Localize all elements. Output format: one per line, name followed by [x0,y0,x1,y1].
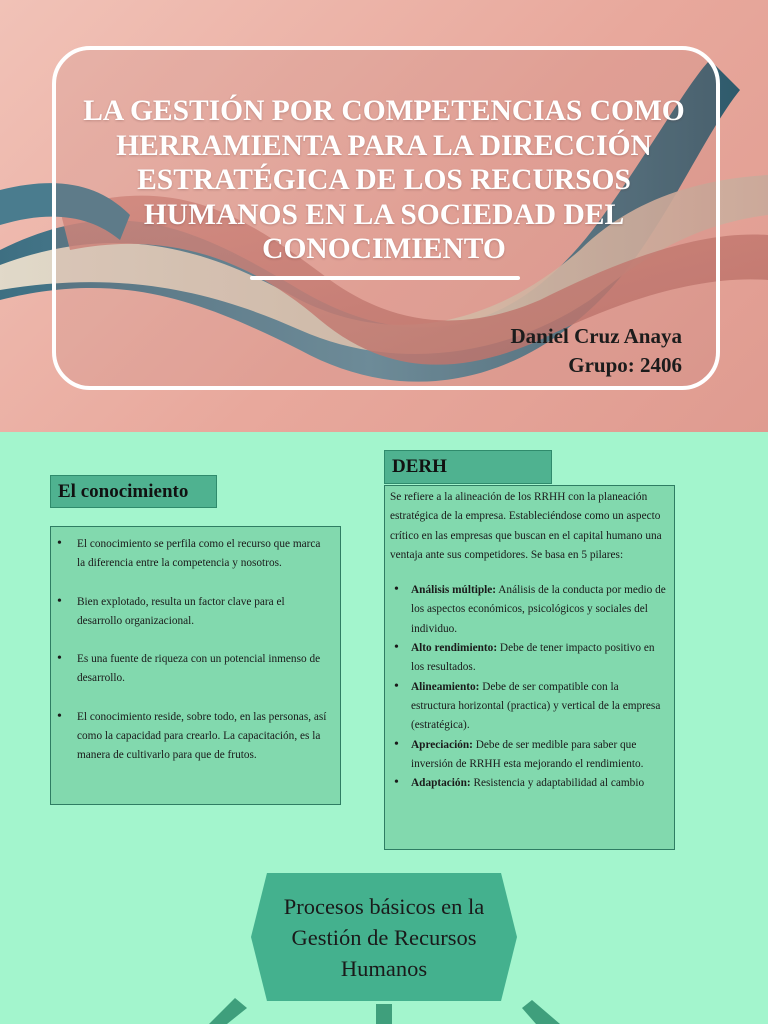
pillars-list [390,581,666,793]
pillar-text: Análisis de la conducta por medio de los aspectos económicos, psicológicos y sociales del individuo. [411,584,666,635]
page-title: LA GESTIÓN POR COMPETENCIAS COMO HERRAMIENTA PARA LA DIRECCIÓN ESTRATÉGICA DE LOS RECURSOS HUMANOS EN LA SOCIEDAD DEL CONOCIMIENTO [83,95,685,265]
pillar-term: Alineamiento: [411,680,480,693]
pillar-term: Adaptación: [411,777,471,790]
pillar-text: Debe de tener impacto positivo en los resultados. [411,642,655,674]
conocimiento-heading: El conocimiento [50,475,217,508]
pillar-term: Apreciación: [411,738,473,751]
pillar-item [390,581,666,639]
list-item: • Es una fuente de riqueza con un potencial inmenso de desarrollo. [51,650,330,689]
pillar-term: Alto rendimiento: [411,642,498,655]
hero-banner [0,0,768,432]
derh-intro: Se refiere a la alineación de los RRHH con la planeación estratégica de la empresa. Estableciéndose como un aspecto crítico en las empresas que buscan en el capital humano una ventaja ante sus competidores. Se basa en 5 pilares: [390,491,662,561]
author-block [510,322,682,380]
arrow-down-left-icon [205,998,255,1024]
pillar-text: Resistencia y adaptabilidad al cambio [473,777,645,790]
procesos-label: Procesos básicos en la Gestión de Recursos Humanos [283,894,485,981]
pillar-text: Debe de ser compatible con la estructura horizontal (practica) y vertical de la empresa (estratégica). [411,680,661,732]
list-item: • Bien explotado, resulta un factor clave para el desarrollo organizacional. [51,593,330,632]
list-item: • El conocimiento reside, sobre todo, en las personas, así como la capacidad para crearlo. La capacitación, es la manera de cultivarlo para que de frutos. [51,708,330,766]
pillar-text: Debe de ser medible para saber que inversión de RRHH esta mejorando el rendimiento. [411,738,644,770]
arrow-down-icon [374,1004,394,1024]
derh-box [384,485,675,850]
group-number: Grupo: 2406 [568,353,682,377]
pillar-item [390,774,666,793]
pillar-item [390,678,666,736]
pillar-term: Análisis múltiple: [411,584,497,597]
derh-heading: DERH [384,450,552,484]
conocimiento-box [50,526,341,805]
pillar-item [390,639,666,678]
conocimiento-list [51,535,330,766]
list-item: • El conocimiento se perfila como el recurso que marca la diferencia entre la competencia y nosotros. [51,535,330,574]
pillar-item [390,736,666,775]
title-underline [250,276,520,280]
arrow-down-right-icon [518,1000,564,1024]
author-name: Daniel Cruz Anaya [510,324,682,348]
